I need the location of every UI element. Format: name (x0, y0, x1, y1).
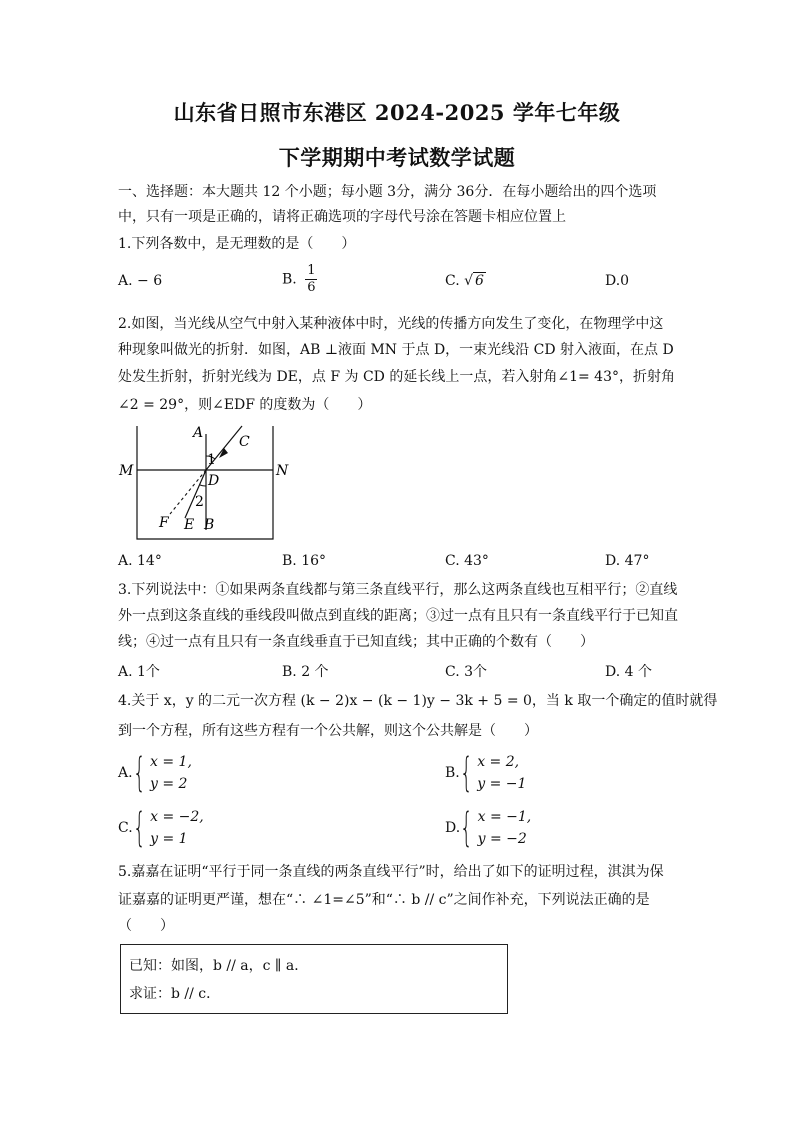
q3-line3: 线；④过一点有且只有一条直线垂直于已知直线；其中正确的个数有（ ） (118, 634, 594, 650)
q4-option-a-prefix: A. (118, 765, 133, 781)
q2-option-b: B. 16° (282, 553, 327, 569)
q2-line1: 2.如图，当光线从空气中射入某种液体中时，光线的传播方向发生了变化，在物理学中这 (118, 316, 664, 332)
brace-icon: { (132, 750, 146, 796)
q3-option-a: A. 1个 (118, 664, 160, 680)
q3-line2: 外一点到这条直线的垂线段叫做点到直线的距离；③过一点有且只有一条直线平行于已知直 (118, 608, 678, 624)
q5-line1: 5.嘉嘉在证明“平行于同一条直线的两条直线平行”时，给出了如下的证明过程，淇淇为保 (118, 864, 664, 880)
label-b: B (204, 517, 215, 533)
q1-option-c-prefix: C. (445, 273, 460, 289)
q5-line3: （ ） (118, 918, 174, 934)
q4-option-d-prefix: D. (445, 820, 461, 836)
doc-title-line1: 山东省日照市东港区 2024-2025 学年七年级 (173, 100, 621, 125)
q2-line3: 处发生折射，折射光线为 DE，点 F 为 CD 的延长线上一点，若入射角∠1= 43°，折射角 (118, 369, 675, 385)
proof-box (120, 944, 508, 1014)
q2-line4: ∠2 = 29°，则∠EDF 的度数为（ ） (118, 397, 372, 413)
brace-icon: { (460, 805, 473, 851)
q4-option-c (118, 806, 204, 850)
q4-option-b-prefix: B. (445, 765, 460, 781)
q2-option-c: C. 43° (445, 553, 489, 569)
equation-system (477, 751, 526, 795)
q3-option-c: C. 3个 (445, 664, 488, 680)
fraction-numerator: 1 (307, 263, 316, 278)
q4-option-b (445, 751, 526, 795)
fraction-denominator: 6 (307, 280, 316, 295)
label-n: N (276, 463, 289, 479)
proof-to-prove: 求证：b // c． (129, 986, 221, 1002)
label-d: D (208, 473, 220, 489)
label-a: A (193, 425, 204, 441)
eq1: x = 1, (150, 754, 192, 770)
label-m: M (119, 463, 134, 479)
q1-option-b (282, 263, 317, 296)
q1-fraction (305, 263, 317, 296)
q1-option-c (445, 273, 486, 289)
equation-system (150, 806, 204, 850)
q1-stem: 1.下列各数中，是无理数的是（ ） (118, 236, 356, 252)
q1-option-a: A. − 6 (118, 273, 163, 289)
q4-line2: 到一个方程，所有这些方程有一个公共解，则这个公共解是（ ） (118, 723, 538, 739)
label-angle-2: 2 (195, 494, 204, 510)
equation-system (478, 806, 532, 850)
proof-given: 已知：如图，b // a，c ∥ a． (129, 958, 309, 974)
eq1: x = −1, (477, 809, 532, 825)
eq1: x = 2, (477, 754, 520, 770)
q5-line2: 证嘉嘉的证明更严谨，想在“∴ ∠1=∠5”和“∴ b // c”之间作补充，下列说法正确的是 (118, 892, 650, 908)
q2-line2: 种现象叫做光的折射．如图，AB ⊥液面 MN 于点 D，一束光线沿 CD 射入液面，在点 D (118, 342, 674, 358)
eq1: x = −2, (150, 809, 204, 825)
equation-system (150, 751, 192, 795)
sqrt-symbol: √ (464, 273, 474, 289)
label-e: E (184, 517, 195, 533)
q4-option-c-prefix: C. (118, 820, 133, 836)
eq2: y = 1 (150, 831, 188, 847)
doc-title-line2: 下学期期中考试数学试题 (278, 145, 516, 170)
q3-line1: 3.下列说法中：①如果两条直线都与第三条直线平行，那么这两条直线也互相平行；②直线 (118, 582, 678, 598)
section-intro-line1: 一、选择题：本大题共 12 个小题；每小题 3分，满分 36分．在每小题给出的四个选项 (118, 184, 657, 200)
eq2: y = −2 (477, 831, 527, 847)
q4-line1: 4.关于 x，y 的二元一次方程 (k − 2)x − (k − 1)y − 3k + 5 = 0，当 k 取一个确定的值时就得 (118, 693, 718, 709)
q4-option-d (445, 806, 531, 850)
q2-option-d: D. 47° (605, 553, 650, 569)
section-intro-line2: 中，只有一项是正确的，请将正确选项的字母代号涂在答题卡相应位置上 (118, 209, 566, 225)
brace-icon: { (459, 750, 473, 796)
refraction-diagram (115, 420, 305, 549)
sqrt-radicand: 6 (475, 273, 484, 289)
q3-option-b: B. 2 个 (282, 664, 329, 680)
eq2: y = 2 (150, 776, 188, 792)
brace-icon: { (132, 805, 146, 851)
label-angle-1: 1 (207, 452, 216, 468)
q1-option-d: D.0 (605, 273, 630, 289)
eq2: y = −1 (477, 776, 527, 792)
q4-option-a (118, 751, 192, 795)
q2-option-a: A. 14° (118, 553, 162, 569)
label-c: C (239, 434, 250, 450)
q3-option-d: D. 4 个 (605, 664, 652, 680)
label-f: F (159, 515, 169, 531)
angle-2-arc (200, 485, 206, 486)
q1-option-b-prefix: B. (282, 271, 297, 288)
